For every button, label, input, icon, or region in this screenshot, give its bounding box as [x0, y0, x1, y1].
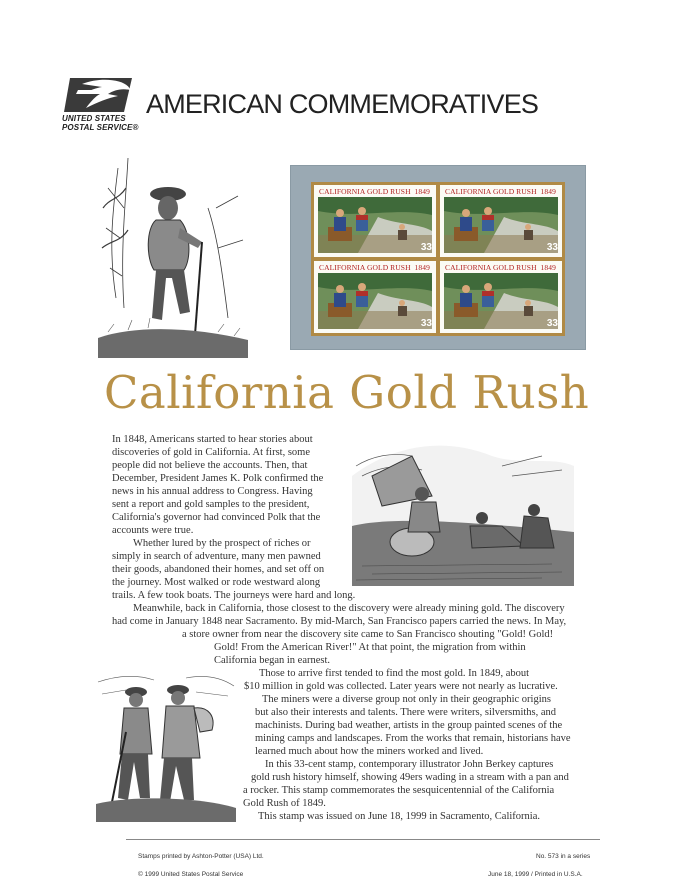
stamp-denomination: 33 — [546, 242, 558, 253]
stamp-caption: CALIFORNIA GOLD RUSH 1849 — [319, 263, 430, 272]
stamp-art — [318, 273, 432, 329]
body-line: a store owner from near the discovery site came to San Francisco shouting "Gold! Gold! — [182, 629, 554, 640]
body-line: Gold! From the American River!" At that point, the migration from within — [214, 642, 526, 653]
page-title: California Gold Rush — [104, 366, 590, 419]
stamp-art — [444, 273, 558, 329]
logo-line-2: POSTAL SERVICE® — [62, 123, 139, 132]
stamp — [440, 185, 562, 257]
usps-wordmark — [62, 114, 138, 132]
stamp-pane — [290, 165, 586, 350]
stamp-caption: CALIFORNIA GOLD RUSH 1849 — [319, 187, 430, 196]
body-line: discoveries of gold in California. At first, some — [112, 447, 311, 458]
body-line: gold rush history himself, showing 49ers wading in a stream with a pan and — [251, 772, 569, 783]
prospector-engraving — [98, 148, 248, 358]
copyright: © 1999 United States Postal Service — [138, 871, 244, 878]
body-line: news in his annual address to Congress. Having — [112, 486, 313, 497]
stamp-art — [444, 197, 558, 253]
stamp — [314, 261, 436, 333]
body-line: sent a report and gold samples to the president, — [112, 499, 310, 510]
body-line: but also their interests and talents. There were writers, silversmiths, and — [255, 707, 557, 718]
body-line: California's governor had convinced Polk that the — [112, 512, 321, 523]
body-line: their goods, abandoned their homes, and set off on — [112, 564, 325, 575]
body-line: mining camps and landscapes. From the works that remain, historians have — [255, 733, 571, 744]
stamp — [440, 261, 562, 333]
issue-date: June 18, 1999 / Printed in U.S.A. — [488, 871, 583, 878]
body-line: In this 33-cent stamp, contemporary illustrator John Berkey captures — [265, 759, 554, 770]
body-line: people did not believe the accounts. Then, that — [112, 460, 308, 471]
body-line: a rocker. This stamp commemorates the sesquicentennial of the California — [243, 785, 555, 796]
body-line: Those to arrive first tended to find the most gold. In 1849, about — [259, 668, 530, 679]
two-miners-engraving — [96, 672, 236, 822]
stamp-denomination: 33 — [420, 242, 432, 253]
body-line: The miners were a diverse group not only in their geographic origins — [262, 694, 551, 705]
body-line: Meanwhile, back in California, those closest to the discovery were already mining gold. The discovery — [133, 603, 565, 614]
body-line: had come in January 1848 near Sacramento. By mid-March, San Francisco papers carried the news. In May, — [112, 616, 567, 627]
body-line: In 1848, Americans started to hear stories about — [112, 434, 313, 445]
miners-camp-engraving — [352, 436, 574, 586]
header-title: AMERICAN COMMEMORATIVES — [146, 89, 539, 119]
body-line: machinists. During bad weather, artists in the group painted scenes of the — [255, 720, 563, 731]
body-line: Whether lured by the prospect of riches or — [133, 538, 311, 549]
stamp-denomination: 33 — [546, 318, 558, 329]
series-number: No. 573 in a series — [536, 853, 591, 860]
stamp — [314, 185, 436, 257]
body-line: simply in search of adventure, many men pawned — [112, 551, 321, 562]
printer-credit: Stamps printed by Ashton-Potter (USA) Ltd. — [138, 853, 264, 860]
body-line: Gold Rush of 1849. — [243, 798, 326, 809]
body-line: trails. A few took boats. The journeys were hard and long. — [112, 590, 356, 601]
stamp-art — [318, 197, 432, 253]
body-line: This stamp was issued on June 18, 1999 in Sacramento, California. — [258, 811, 540, 822]
stamp-denomination: 33 — [420, 318, 432, 329]
stamp-block — [311, 182, 565, 336]
body-line: the journey. Most walked or rode westward along — [112, 577, 321, 588]
body-line: California began in earnest. — [214, 655, 331, 666]
stamp-caption: CALIFORNIA GOLD RUSH 1849 — [445, 187, 556, 196]
stamp-caption: CALIFORNIA GOLD RUSH 1849 — [445, 263, 556, 272]
footer-divider — [126, 839, 600, 840]
body-line: accounts were true. — [112, 525, 194, 536]
body-line: December, President James K. Polk confirmed the — [112, 473, 324, 484]
logo-line-1: UNITED STATES — [62, 114, 126, 123]
body-line: $10 million in gold was collected. Later years were not nearly as lucrative. — [244, 681, 558, 692]
body-line: learned much about how the miners worked and lived. — [255, 746, 484, 757]
